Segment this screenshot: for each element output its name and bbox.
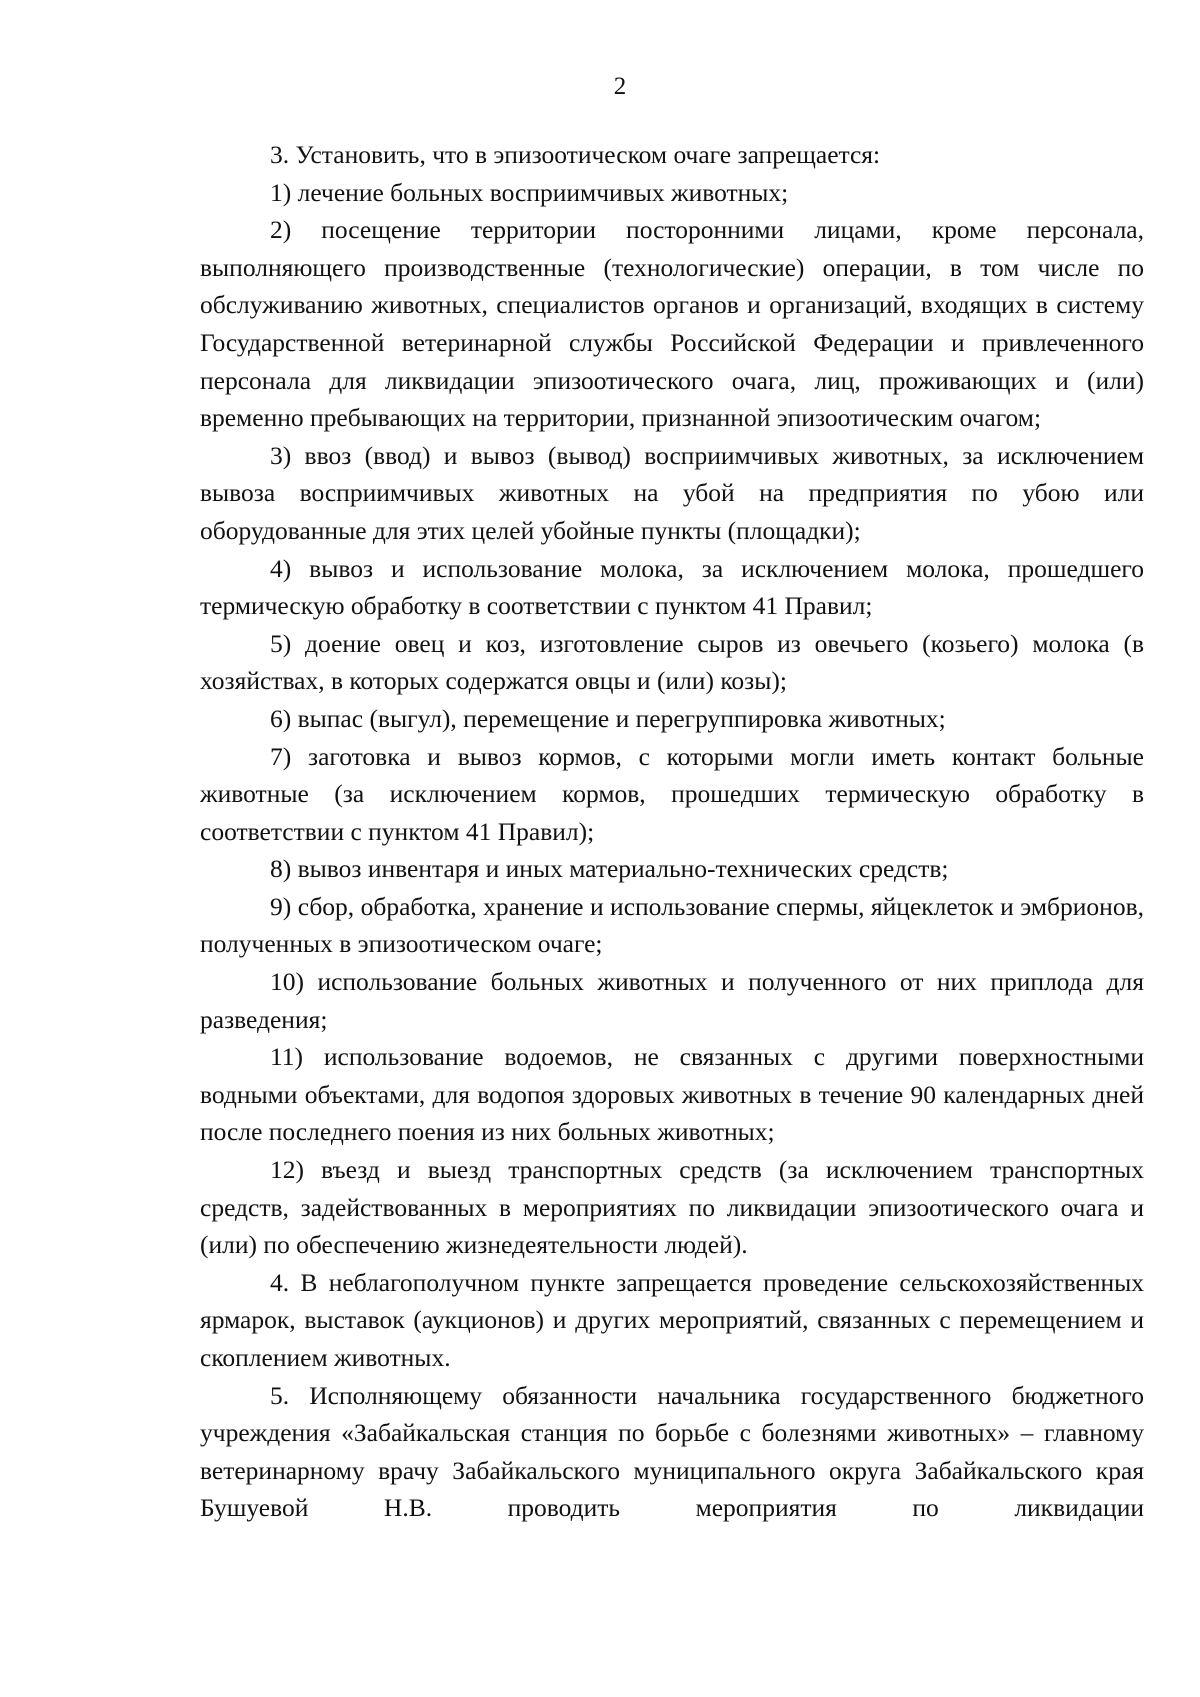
paragraph-5: 5. Исполняющему обязанности начальника государственного бюджетного учреждения «Забайкальская станция по борьбе с болезнями животных» – главному ветеринарному врачу Забайкальского муниципального округа Забайкальского края Бушуевой Н.В. проводить мероприятия по ликвидации xyxy=(200,1380,1144,1523)
page-number: 2 xyxy=(613,73,627,100)
list-item-5: 5) доение овец и коз, изготовление сыров из овечьего (козьего) молока (в хозяйствах, в которых содержатся овцы и (или) козы); xyxy=(200,628,1144,696)
list-item-2: 2) посещение территории посторонними лицами, кроме персонала, выполняющего производственные (технологические) операции, в том числе по обслуживанию животных, специалистов органов и организаций, входящих в систему Государственной ветеринарной службы Российской Федерации и привлеченного персонала для ликвидации эпизоотического очага, лиц, проживающих и (или) временно пребывающих на территории, признанной эпизоотическим очагом; xyxy=(200,215,1144,433)
paragraph-3-intro: 3. Установить, что в эпизоотическом очаге запрещается: xyxy=(270,140,881,169)
list-item-9: 9) сбор, обработка, хранение и использование спермы, яйцеклеток и эмбрионов, полученных в эпизоотическом очаге; xyxy=(200,891,1144,959)
list-item-11: 11) использование водоемов, не связанных с другими поверхностными водными объектами, для водопоя здоровых животных в течение 90 календарных дней после последнего поения из них больных животных; xyxy=(200,1042,1144,1147)
list-item-7: 7) заготовка и вывоз кормов, с которыми могли иметь контакт больные животные (за исключением кормов, прошедших термическую обработку в соответствии с пунктом 41 Правил); xyxy=(200,741,1144,846)
list-item-12: 12) въезд и выезд транспортных средств (за исключением транспортных средств, задействованных в мероприятиях по ликвидации эпизоотического очага и (или) по обеспечению жизнедеятельности людей). xyxy=(200,1155,1144,1260)
document-body xyxy=(200,136,1144,1527)
list-item-3: 3) ввоз (ввод) и вывоз (вывод) восприимчивых животных, за исключением вывоза восприимчивых животных на убой на предприятия по убою или оборудованные для этих целей убойные пункты (площадки); xyxy=(200,440,1144,545)
list-item-6: 6) выпас (выгул), перемещение и перегруппировка животных; xyxy=(270,703,946,733)
paragraph-4: 4. В неблагополучном пункте запрещается проведение сельскохозяйственных ярмарок, выставок (аукционов) и других мероприятий, связанных с перемещением и скоплением животных. xyxy=(200,1267,1144,1372)
list-item-1: 1) лечение больных восприимчивых животных; xyxy=(270,177,789,207)
list-item-4: 4) вывоз и использование молока, за исключением молока, прошедшего термическую обработку в соответствии с пунктом 41 Правил; xyxy=(200,553,1144,621)
list-item-8: 8) вывоз инвентаря и иных материально-технических средств; xyxy=(270,854,949,884)
list-item-10: 10) использование больных животных и полученного от них приплода для разведения; xyxy=(200,967,1144,1034)
